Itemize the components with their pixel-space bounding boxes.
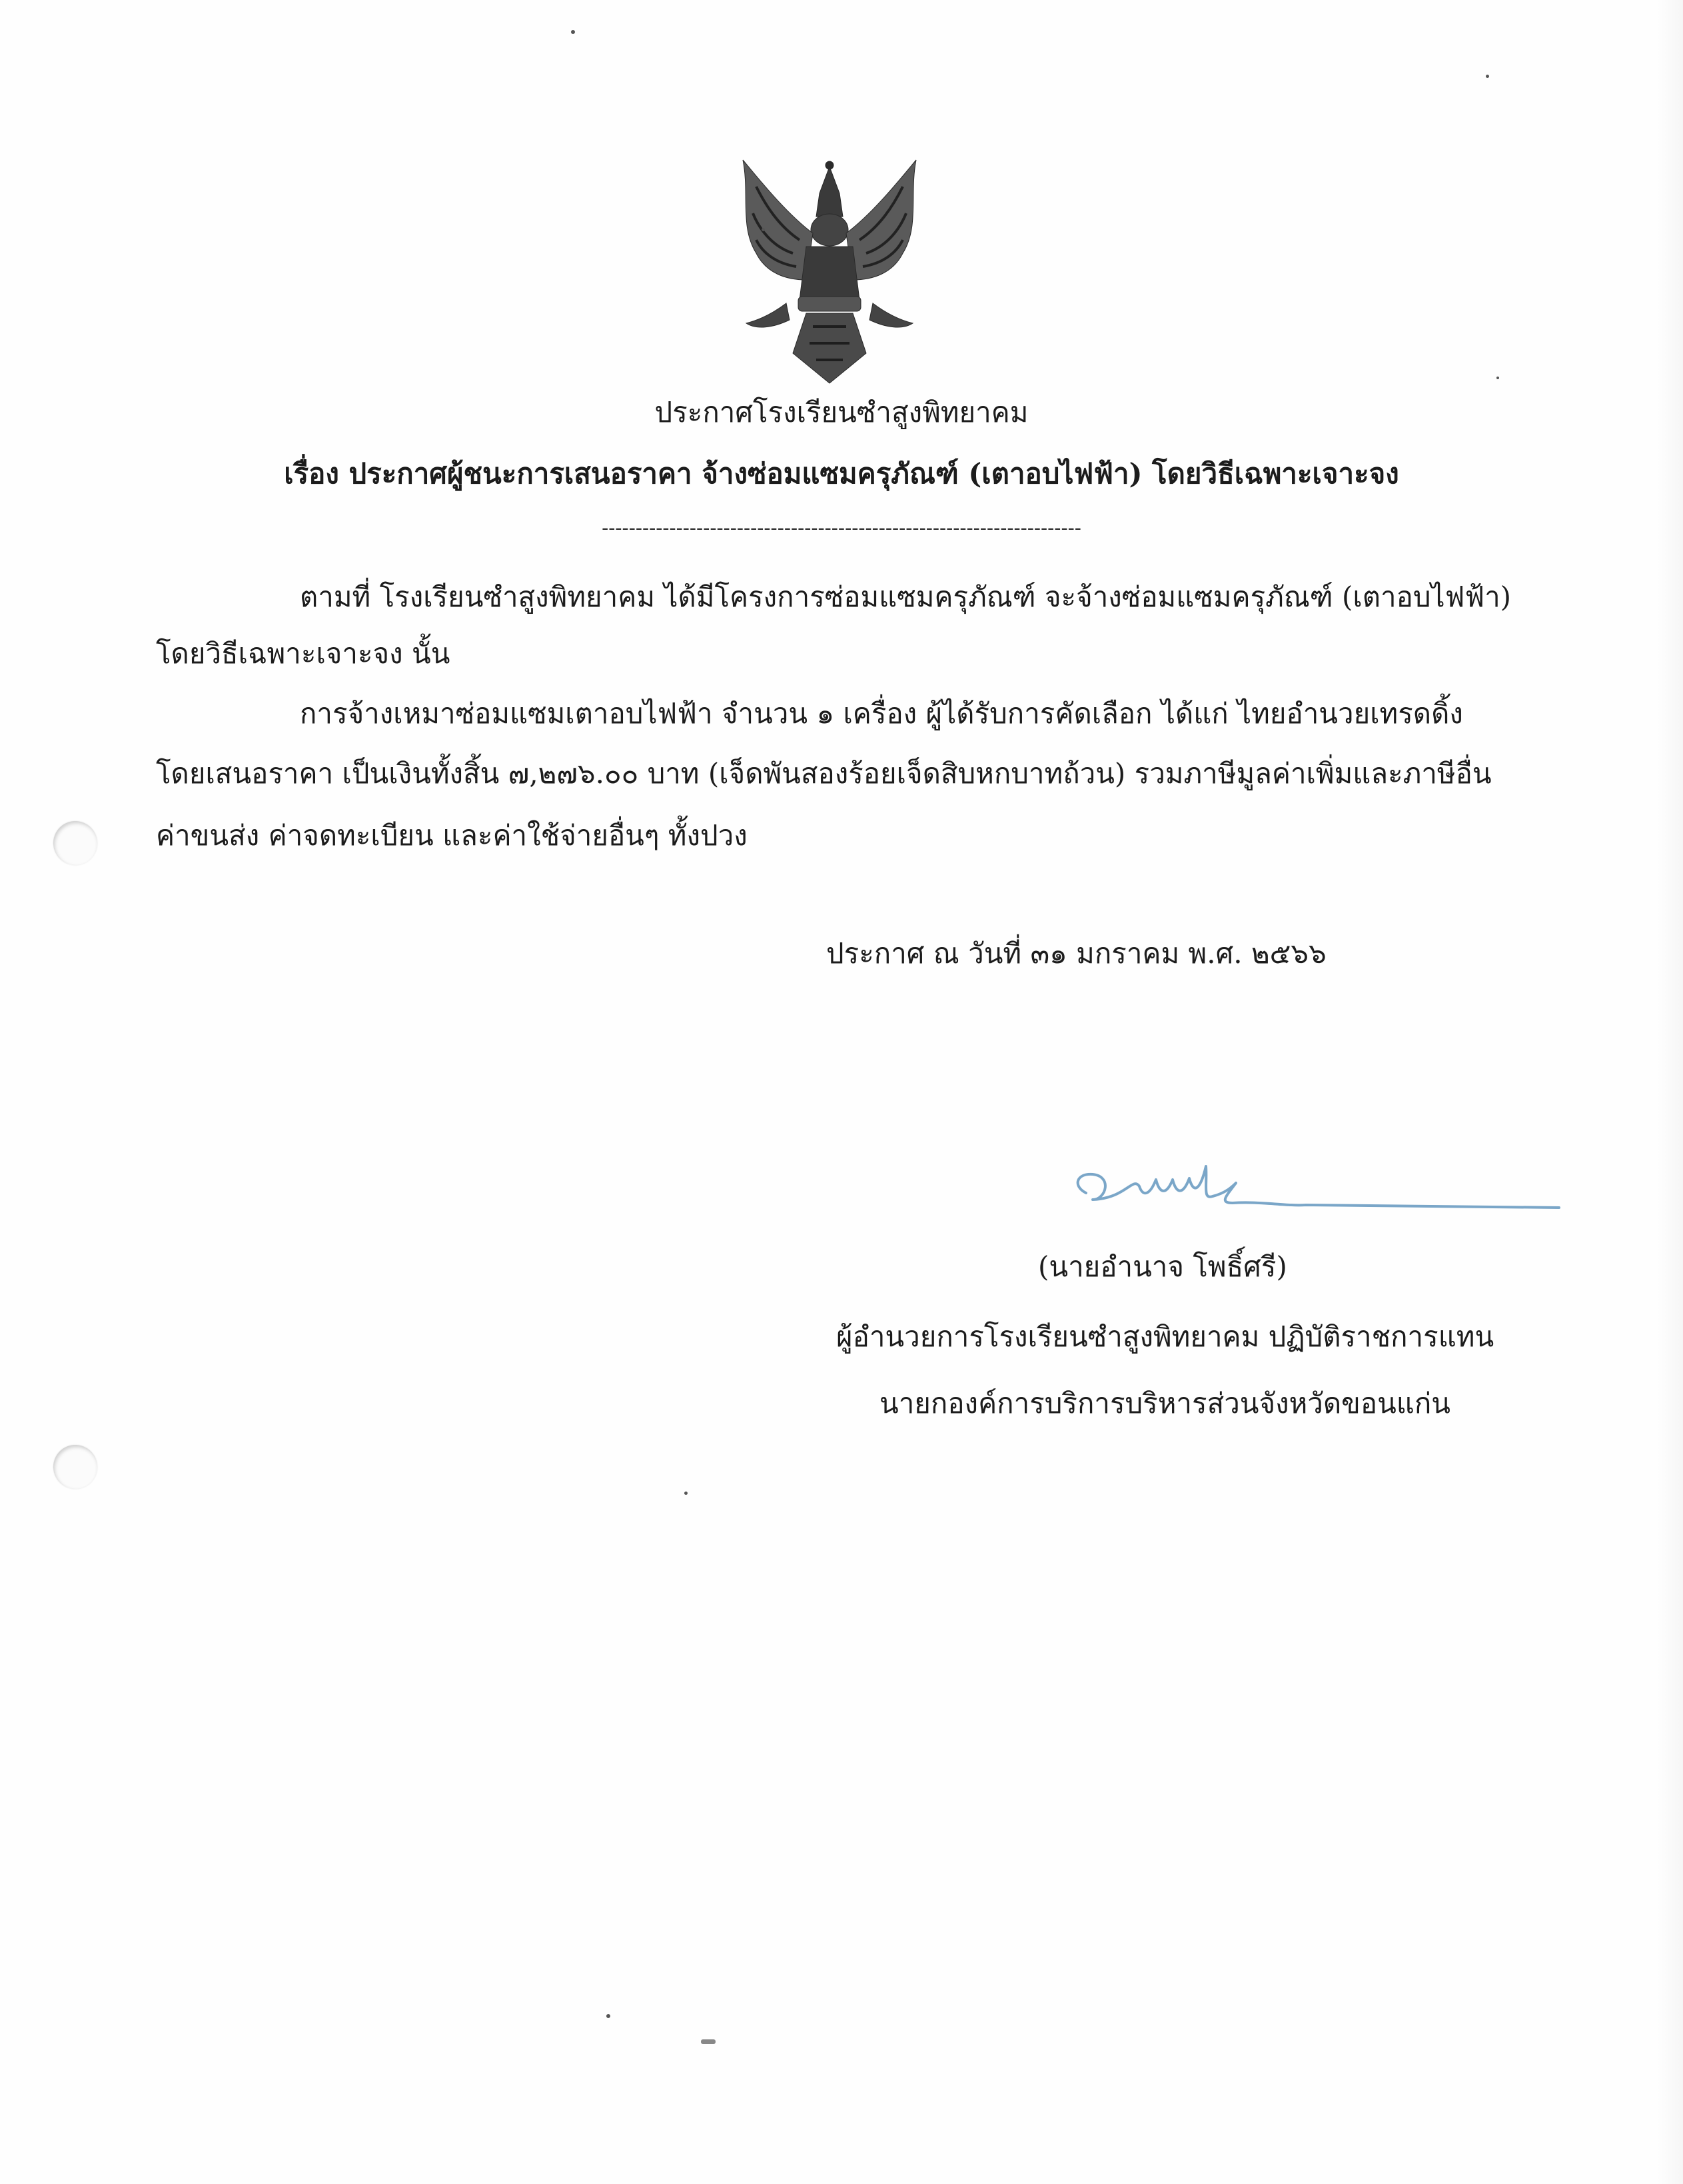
scan-speck	[762, 228, 765, 231]
punch-hole-bottom	[53, 1445, 97, 1489]
paragraph-2-line-3: ค่าขนส่ง ค่าจดทะเบียน และค่าใช้จ่ายอื่นๆ ทั้งปวง	[156, 819, 748, 852]
paragraph-1-line-1: ตามที่ โรงเรียนซำสูงพิทยาคม ได้มีโครงการซ่อมแซมครุภัณฑ์ จะจ้างซ่อมแซมครุภัณฑ์ (เตาอบไฟฟ้า)	[300, 580, 1512, 613]
announcement-subject: เรื่อง ประกาศผู้ชนะการเสนอราคา จ้างซ่อมแซมครุภัณฑ์ (เตาอบไฟฟ้า) โดยวิธีเฉพาะเจาะจง	[284, 457, 1399, 490]
handwritten-signature	[1066, 1146, 1572, 1220]
signatory-name: (นายอำนาจ โพธิ์ศรี)	[1038, 1250, 1287, 1283]
scan-speck	[1486, 75, 1489, 78]
header-divider: -----------------------------------------------------------------------	[602, 517, 1081, 540]
scan-speck	[684, 1492, 688, 1495]
scan-speck	[571, 30, 575, 34]
page-edge-shadow	[1656, 0, 1683, 2184]
announcement-date: ประกาศ ณ วันที่ ๓๑ มกราคม พ.ศ. ๒๕๖๖	[826, 937, 1327, 970]
announcement-title: ประกาศโรงเรียนซำสูงพิทยาคม	[654, 396, 1029, 429]
paragraph-2-line-1: การจ้างเหมาซ่อมแซมเตาอบไฟฟ้า จำนวน ๑ เครื่อง ผู้ได้รับการคัดเลือก ได้แก่ ไทยอำนวยเทรดดิ้ง	[300, 697, 1463, 730]
signatory-position-2: นายกองค์การบริการบริหารส่วนจังหวัดขอนแก่น	[879, 1387, 1451, 1420]
scan-speck	[606, 2014, 610, 2018]
punch-hole-top	[53, 821, 97, 865]
paragraph-2-line-2: โดยเสนอราคา เป็นเงินทั้งสิ้น ๗,๒๗๖.๐๐ บาท (เจ็ดพันสองร้อยเจ็ดสิบหกบาทถ้วน) รวมภาษีมูลค่าเพิ่มและภาษีอื่น	[156, 757, 1492, 790]
signatory-position-1: ผู้อำนวยการโรงเรียนซำสูงพิทยาคม ปฏิบัติราชการแทน	[836, 1320, 1494, 1353]
paragraph-1-line-2: โดยวิธีเฉพาะเจาะจง นั้น	[156, 637, 450, 670]
garuda-emblem-icon	[720, 153, 939, 393]
scan-speck	[1496, 377, 1499, 379]
scan-speck	[701, 2039, 716, 2044]
